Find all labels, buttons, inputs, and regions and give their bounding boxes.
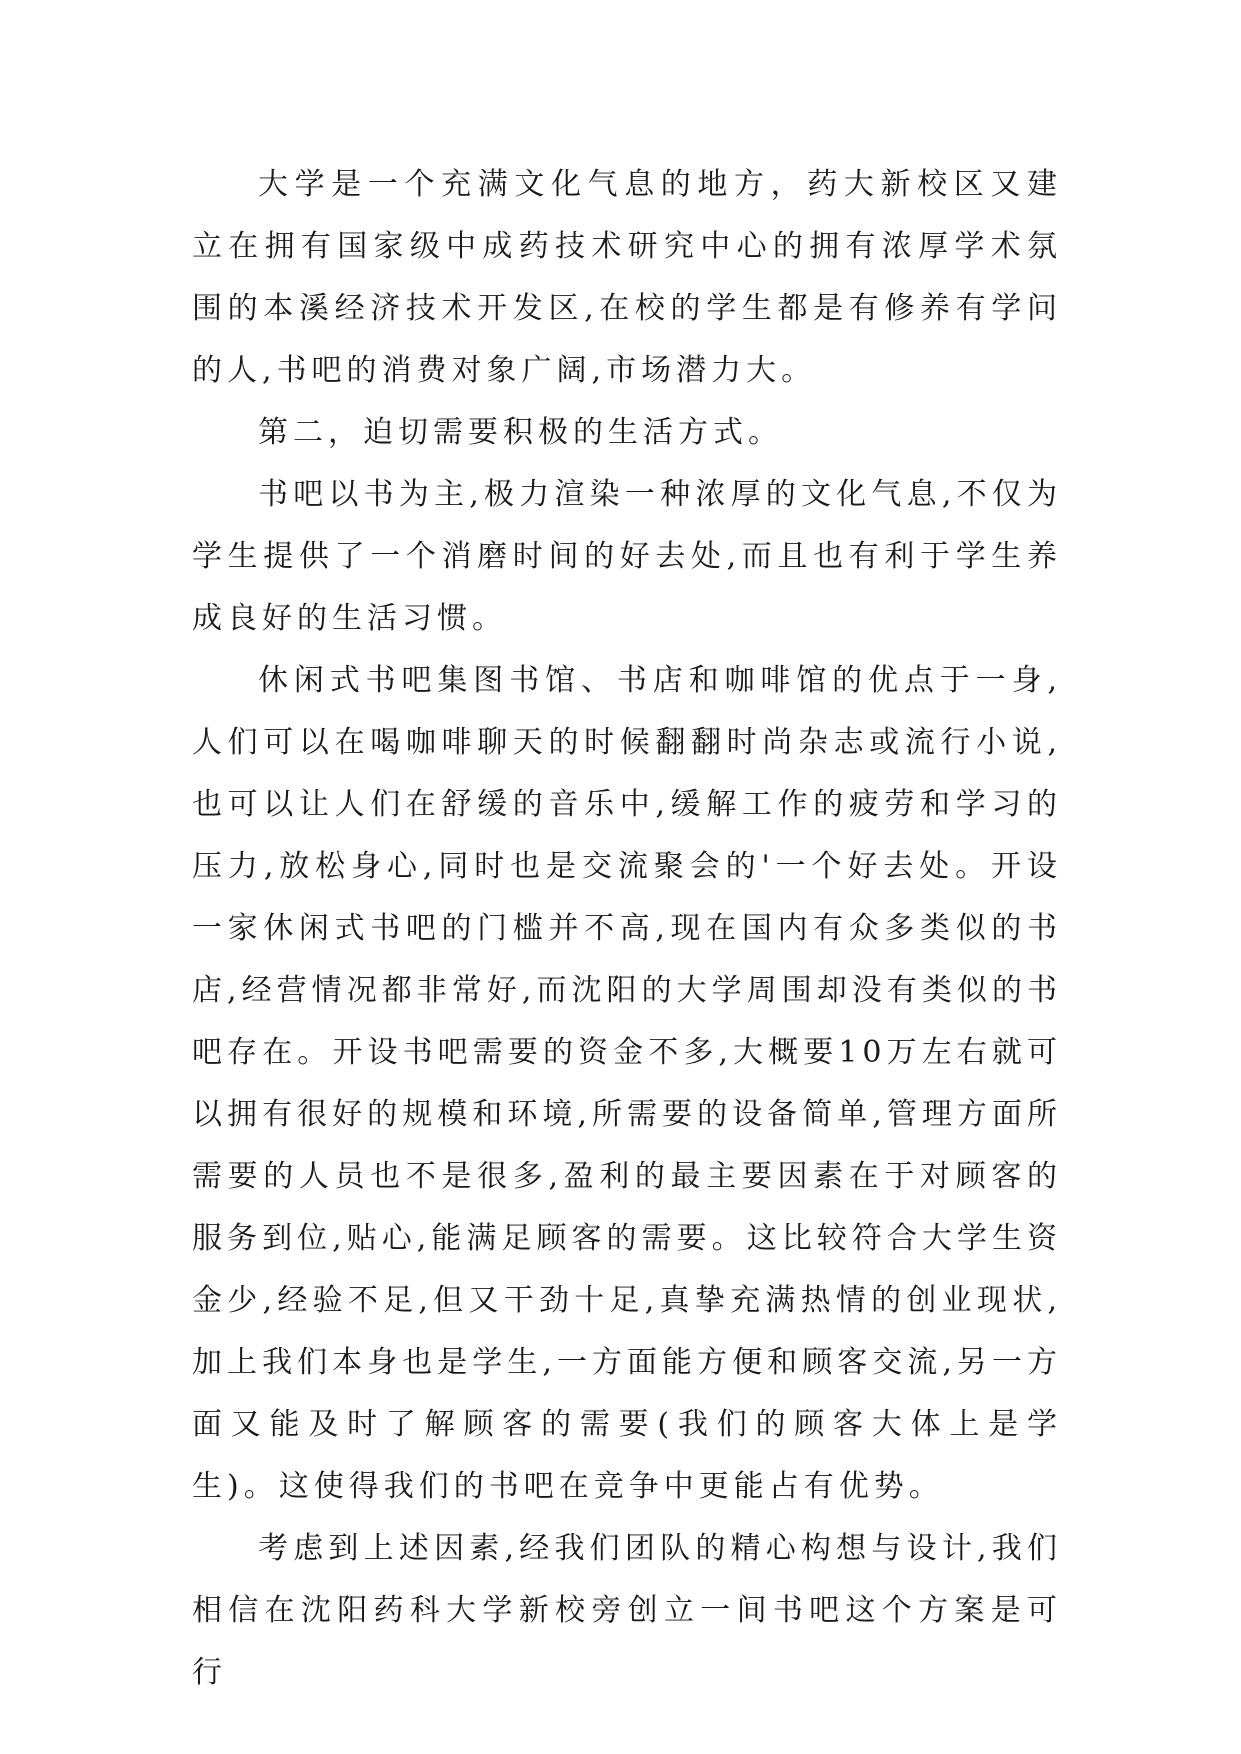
document-body [192,154,1062,1704]
paragraph-3: 书吧以书为主,极力渲染一种浓厚的文化气息,不仅为学生提供了一个消磨时间的好去处,而且也有利于学生养成良好的生活习惯。 [192,477,1062,636]
paragraph-1: 大学是一个充满文化气息的地方，药大新校区又建立在拥有国家级中成药技术研究中心的拥有浓厚学术氛围的本溪经济技术开发区,在校的学生都是有修养有学问的人,书吧的消费对象广阔,市场潜力大。 [192,167,1062,388]
paragraph-2: 第二，迫切需要积极的生活方式。 [258,415,783,450]
paragraph-5: 考虑到上述因素,经我们团队的精心构想与设计,我们相信在沈阳药科大学新校旁创立一间书吧这个方案是可行 [192,1531,1062,1690]
paragraph-4: 休闲式书吧集图书馆、书店和咖啡馆的优点于一身,人们可以在喝咖啡聊天的时候翻翻时尚杂志或流行小说,也可以让人们在舒缓的音乐中,缓解工作的疲劳和学习的压力,放松身心,同时也是交流聚会的'一个好去处。开设一家休闲式书吧的门槛并不高,现在国内有众多类似的书店,经营情况都非常好,而沈阳的大学周围却没有类似的书吧存在。开设书吧需要的资金不多,大概要10万左右就可以拥有很好的规模和环境,所需要的设备简单,管理方面所需要的人员也不是很多,盈利的最主要因素在于对顾客的服务到位,贴心,能满足顾客的需要。这比较符合大学生资金少,经验不足,但又干劲十足,真挚充满热情的创业现状,加上我们本身也是学生,一方面能方便和顾客交流,另一方面又能及时了解顾客的需要(我们的顾客大体上是学生)。这使得我们的书吧在竞争中更能占有优势。 [192,663,1062,1504]
